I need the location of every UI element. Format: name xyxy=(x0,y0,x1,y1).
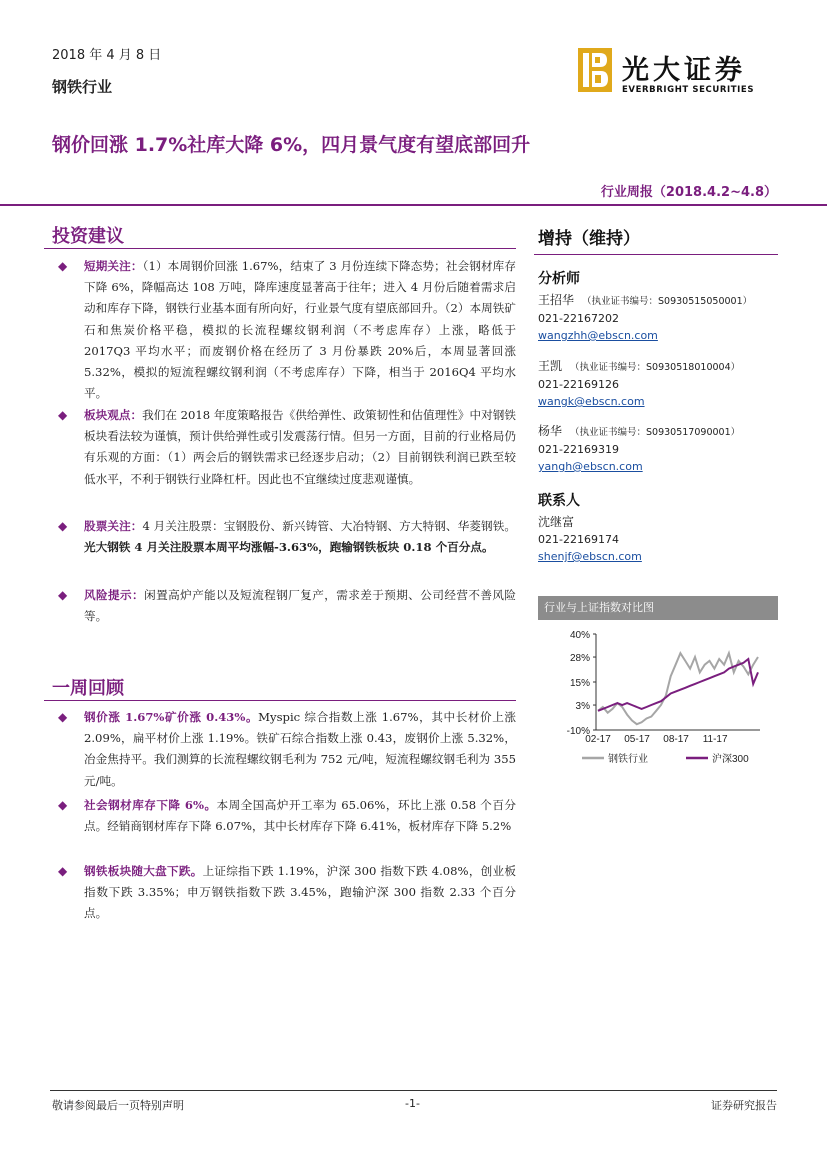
bullet-label: 风险提示： xyxy=(84,588,145,602)
x-tick-label: 08-17 xyxy=(663,734,689,745)
analyst-2 xyxy=(538,358,740,410)
analyst-license: （执业证书编号：S0930517090001） xyxy=(570,427,741,438)
legend-label: 钢铁行业 xyxy=(608,754,648,765)
diamond-bullet-icon: ◆ xyxy=(58,588,68,602)
analyst-phone: 021-22167202 xyxy=(538,312,619,325)
sector-label: 钢铁行业 xyxy=(52,78,113,96)
invest-bullet-stocks xyxy=(58,516,516,558)
x-tick-label: 05-17 xyxy=(624,734,650,745)
contact-1 xyxy=(538,514,642,565)
bullet-text: 我们在 2018 年度策略报告《供给弹性、政策韧性和估值理性》中对钢铁板块看法较为谨慎，预计供给弹性或引发震荡行情。但另一方面，目前的行业格局仍有乐观的方面：（1）两会后的钢铁需求已经逐步启动；（2）目前钢铁利润已跌至较低水平，不利于钢铁行业降杠杆。因此也不宜继续过度悲观谨慎。 xyxy=(84,408,516,486)
review-bullet-market xyxy=(58,861,516,925)
diamond-bullet-icon: ◆ xyxy=(58,798,68,812)
diamond-bullet-icon: ◆ xyxy=(58,864,68,878)
analyst-email[interactable]: wangzhh@ebscn.com xyxy=(538,329,658,342)
page-number: -1- xyxy=(405,1097,420,1110)
chart-title: 行业与上证指数对比图 xyxy=(538,596,778,620)
invest-bullet-sector-view xyxy=(58,405,516,490)
invest-bullet-short-term xyxy=(58,256,516,404)
analyst-phone: 021-22169319 xyxy=(538,443,619,456)
analyst-email[interactable]: wangk@ebscn.com xyxy=(538,395,645,408)
y-tick-label: 3% xyxy=(575,701,590,713)
bullet-bold-text: 光大钢铁 4 月关注股票本周平均涨幅-3.63%，跑输钢铁板块 0.18 个百分点。 xyxy=(84,540,494,555)
analyst-3 xyxy=(538,423,740,475)
chart-svg xyxy=(538,620,778,772)
logo-mark-icon xyxy=(578,48,612,92)
diamond-bullet-icon: ◆ xyxy=(58,408,68,422)
review-heading: 一周回顾 xyxy=(52,678,124,699)
rating: 增持（维持） xyxy=(538,229,640,249)
series-line-steel xyxy=(598,653,758,724)
footer-disclaimer: 敬请参阅最后一页特别声明 xyxy=(52,1099,184,1112)
bullet-label: 股票关注： xyxy=(84,519,143,533)
bullet-text: 上证综指下跌 1.19%，沪深 300 指数下跌 4.08%，创业板指数下跌 3.35%；申万钢铁指数下跌 3.45%，跑输沪深 300 指数 2.33 个百分点。 xyxy=(84,864,516,921)
everbright-logo xyxy=(578,48,778,98)
x-tick-label: 11-17 xyxy=(702,734,728,745)
bullet-text: Myspic 综合指数上涨 1.67%，其中长材价上涨 2.09%，扁平材价上涨 1.19%。铁矿石综合指数上涨 0.43，废钢价上涨 5.32%，冶金焦持平。我们测算的长流程螺纹钢毛利为 752 元/吨，短流程螺纹钢毛利为 355 元/吨。 xyxy=(84,710,516,788)
diamond-bullet-icon: ◆ xyxy=(58,259,68,273)
logo-text-cn: 光大证券 xyxy=(622,55,746,86)
diamond-bullet-icon: ◆ xyxy=(58,710,68,724)
header-divider xyxy=(0,204,827,206)
analyst-name: 王凯 xyxy=(538,359,563,373)
analyst-email[interactable]: yangh@ebscn.com xyxy=(538,460,643,473)
analysts-heading: 分析师 xyxy=(538,271,580,287)
invest-heading: 投资建议 xyxy=(52,226,124,247)
legend-label: 沪深300 xyxy=(712,754,749,765)
x-tick-label: 02-17 xyxy=(585,734,611,745)
contact-heading: 联系人 xyxy=(538,493,580,509)
review-bullet-prices xyxy=(58,707,516,792)
contact-email[interactable]: shenjf@ebscn.com xyxy=(538,550,642,563)
bullet-text: 闲置高炉产能以及短流程钢厂复产，需求差于预期、公司经营不善风险等。 xyxy=(84,588,516,624)
analyst-1 xyxy=(538,292,752,344)
review-bullet-inventory xyxy=(58,795,516,837)
series-line-hs300 xyxy=(598,659,758,711)
bullet-text: 4 月关注股票：宝钢股份、新兴铸管、大冶特钢、方大特钢、华菱钢铁。 xyxy=(142,519,516,533)
report-type: 行业周报（2018.4.2~4.8） xyxy=(600,185,777,200)
diamond-bullet-icon: ◆ xyxy=(58,519,68,533)
report-title: 钢价回涨 1.7%社库大降 6%，四月景气度有望底部回升 xyxy=(52,134,531,156)
bullet-label: 钢价涨 1.67%矿价涨 0.43%。 xyxy=(84,710,259,724)
analyst-license: （执业证书编号：S0930518010004） xyxy=(570,362,741,373)
footer-report-label: 证券研究报告 xyxy=(711,1099,777,1112)
review-heading-rule xyxy=(44,700,516,701)
contact-phone: 021-22169174 xyxy=(538,533,619,546)
analyst-name: 杨华 xyxy=(538,424,563,438)
analyst-license: （执业证书编号：S0930515050001） xyxy=(582,296,753,307)
bullet-label: 短期关注： xyxy=(84,259,143,273)
y-tick-label: -10% xyxy=(566,726,590,737)
contact-name: 沈继富 xyxy=(538,515,575,529)
bullet-text: 本周全国高炉开工率为 65.06%，环比上涨 0.58 个百分点。经销商钢材库存下降 6.07%，其中长材库存下降 6.41%，板材库存下降 5.2% xyxy=(84,798,516,834)
y-tick-label: 40% xyxy=(569,630,590,641)
y-tick-label: 28% xyxy=(569,653,590,665)
index-comparison-chart xyxy=(538,596,778,772)
footer-divider xyxy=(50,1090,777,1091)
bullet-label: 板块观点： xyxy=(84,408,143,422)
bullet-text: （1）本周钢价回涨 1.67%，结束了 3 月份连续下降态势；社会钢材库存下降 6%，降幅高达 108 万吨，降库速度显著高于往年；进入 4 月份后随着需求启动和库存下降，钢铁行业基本面有所向好，行业景气度有望底部回升。（2）本周铁矿石和焦炭价格平稳，模拟的长流程螺纹钢利润（不考虑库存）上涨，略低于 2017Q3 平均水平；而废钢价格在经历了 3 月份暴跌 20%后，本周显著回涨 5.32%，模拟的短流程螺纹钢利润（不考虑库存）下降，相当于 2016Q4 平均水平。 xyxy=(84,259,516,401)
report-date: 2018 年 4 月 8 日 xyxy=(52,48,162,63)
bullet-label: 钢铁板块随大盘下跌。 xyxy=(84,864,203,878)
invest-bullet-risk xyxy=(58,585,516,627)
y-tick-label: 15% xyxy=(569,678,590,689)
logo-text-en: EVERBRIGHT SECURITIES xyxy=(622,85,755,95)
bullet-label: 社会钢材库存下降 6%。 xyxy=(84,798,217,812)
rating-rule xyxy=(534,254,778,255)
analyst-name: 王招华 xyxy=(538,293,575,307)
invest-heading-rule xyxy=(44,248,516,249)
analyst-phone: 021-22169126 xyxy=(538,378,619,391)
